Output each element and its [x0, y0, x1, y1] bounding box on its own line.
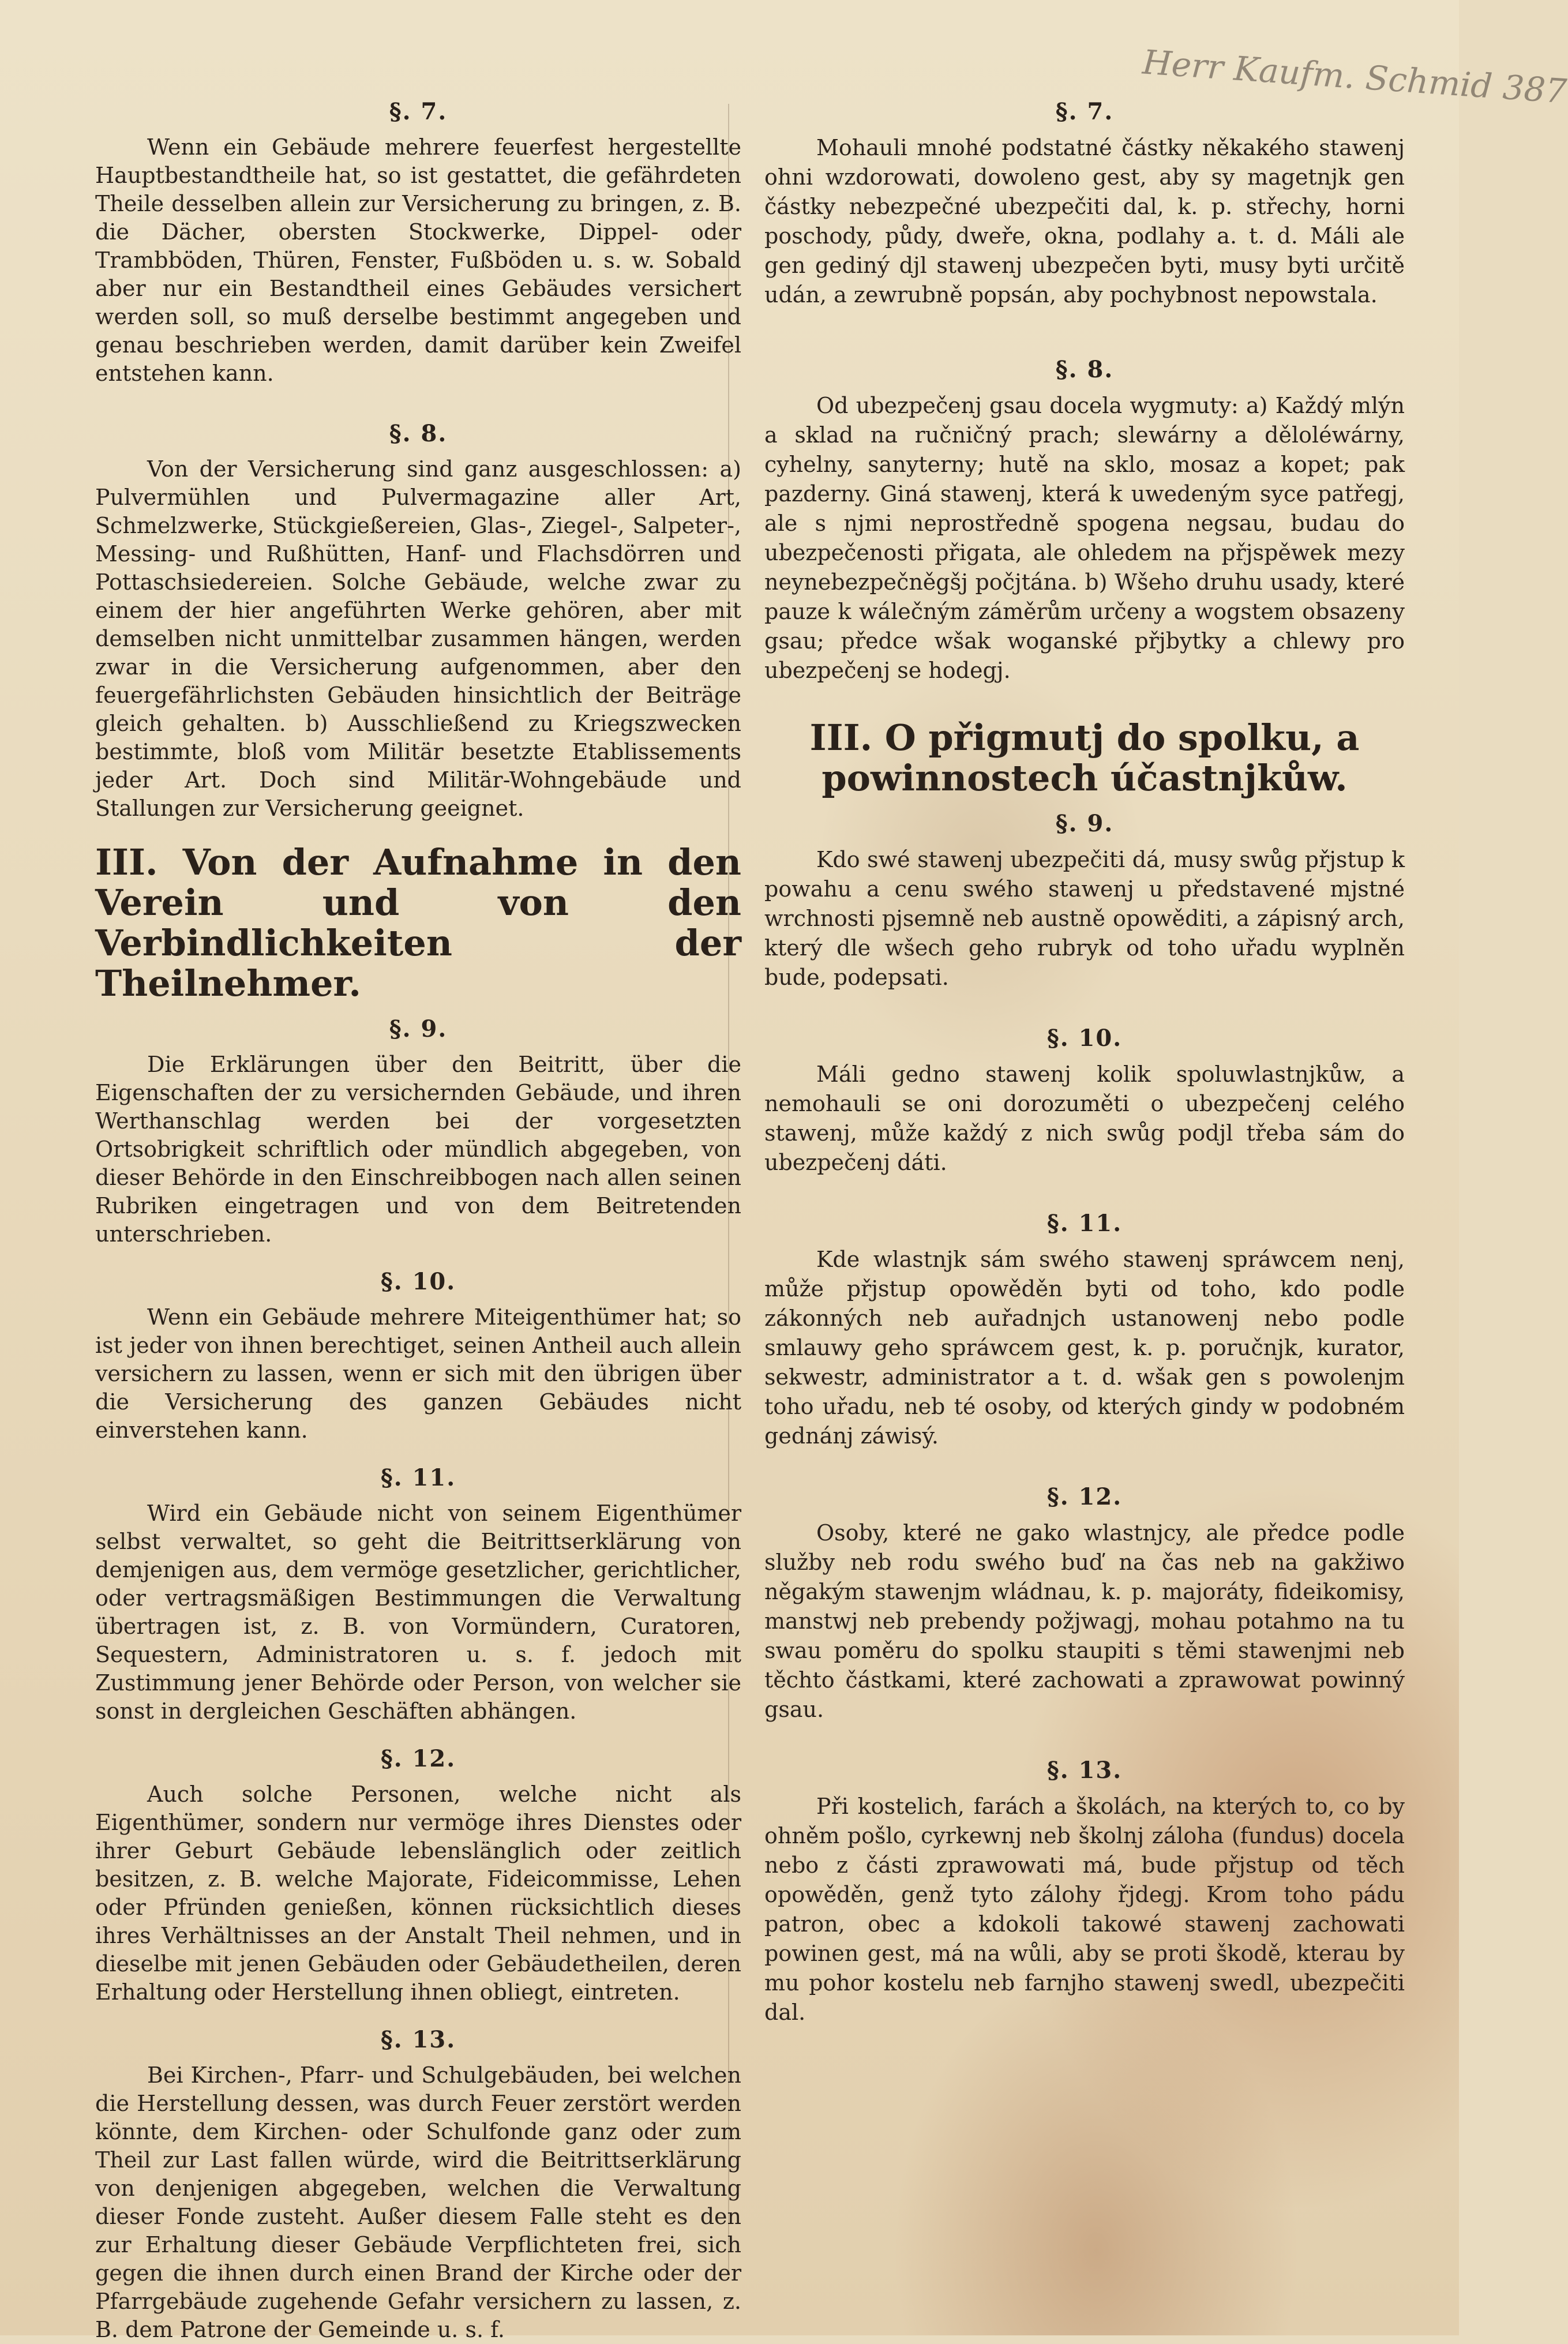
section-11-de: [95, 1464, 741, 1726]
section-mark: §. 12.: [380, 1745, 456, 1772]
section-text: Wenn ein Gebäude mehrere feuerfest hergestellte Hauptbestandtheile hat, so ist gestattet, die gefährdeten Theile desselben allein zur Versicherung zu bringen, z. B. die Dächer, obersten Stockwerke, Dippel- oder Trambböden, Thüren, Fenster, Fußböden u. s. w. Sobald aber nur ein Bestandtheil eines Gebäudes versichert werden soll, so muß derselbe bestimmt angegeben und genau beschrieben werden, damit darüber kein Zweifel entstehen kann.: [95, 134, 741, 386]
section-7-de: [95, 98, 741, 388]
section-mark: §. 8.: [1055, 356, 1114, 383]
section-mark: §. 9.: [389, 1015, 448, 1042]
section-text: Osoby, které ne gako wlastnjcy, ale předce podle služby neb rodu swého buď na čas neb na gakžiwo něgakým stawenjm wládnau, k. p. majoráty, fideikomisy, manstwj neb prebendy požjwagj, mohau potahmo na tu swau poměru do spolku staupiti s těmi stawenjmi neb těchto částkami, které zachowati a zprawowat powinný gsau.: [764, 1520, 1405, 1722]
section-mark: §. 9.: [1055, 810, 1114, 837]
section-mark: §. 8.: [389, 420, 448, 447]
section-text: Při kostelich, farách a školách, na kterých to, co by ohněm pošlo, cyrkewnj neb školnj záloha (fundus) docela nebo z části zprawowati má, bude přjstup od těch opowěděn, genž tyto zálohy řjdegj. Krom toho pádu patron, obec a kdokoli takowé stawenj zachowati powinen gest, má na wůli, aby se proti škodě, kterau by mu pohor kostelu neb farnjho stawenj swedl, ubezpečiti dal.: [764, 1794, 1405, 2025]
section-mark: §. 13.: [380, 2026, 456, 2053]
section-mark: §. 7.: [1055, 98, 1114, 125]
section-text: Mohauli mnohé podstatné částky někakého stawenj ohni wzdorowati, dowoleno gest, aby sy magetnjk gen částky nebezpečné ubezpečiti dal, k. p. střechy, horni poschody, půdy, dweře, okna, podlahy a. t. d. Máli ale gen gediný djl stawenj ubezpečen byti, musy byti určitě udán, a zewrubně popsán, aby pochybnost nepowstala.: [764, 135, 1405, 307]
handwritten-note: Herr Kaufm. Schmid 387: [1141, 42, 1568, 111]
section-9-de: [95, 1015, 741, 1248]
section-text: Von der Versicherung sind ganz ausgeschlossen: a) Pulvermühlen und Pulvermagazine aller Art, Schmelzwerke, Stückgießereien, Glas-, Ziegel-, Salpeter-, Messing- und Rußhütten, Hanf- und Flachsdörren und Pottaschsiedereien. Solche Gebäude, welche zwar zu einem der hier angeführten Werke gehören, aber mit demselben nicht unmittelbar zusammen hängen, werden zwar in die Versicherung aufgenommen, aber den feuergefährlichsten Gebäuden hinsichtlich der Beiträge gleich gehalten. b) Ausschließend zu Kriegszwecken bestimmte, bloß vom Militär besetzte Etablissements jeder Art. Doch sind Militär-Wohngebäude und Stallungen zur Versicherung geeignet.: [95, 456, 741, 821]
section-text: Wird ein Gebäude nicht von seinem Eigenthümer selbst verwaltet, so geht die Beitrittserklärung von demjenigen aus, dem vermöge gesetzlicher, gerichtlicher, oder vertragsmäßigen Bestimmungen die Verwaltung übertragen ist, z. B. von Vormündern, Curatoren, Sequestern, Administratoren u. s. f. jedoch mit Zustimmung jener Behörde oder Person, von welcher sie sonst in dergleichen Geschäften abhängen.: [95, 1501, 741, 1724]
section-9-cs: [764, 810, 1405, 992]
section-11-cs: [764, 1210, 1405, 1451]
czech-column: [764, 98, 1405, 2027]
section-mark: §. 11.: [1046, 1210, 1123, 1237]
section-text: Od ubezpečenj gsau docela wygmuty: a) Každý mlýn a sklad na ručničný prach; slewárny a děloléwárny, cyhelny, sanyterny; hutě na sklo, mosaz a kopet; pak pazderny. Giná stawenj, která k uwedeným syce patřegj, ale s njmi neprostředně spogena negsau, budau do ubezpečenosti přigata, ale ohledem na přjspěwek mezy neynebezpečněgšj počjtána. b) Wšeho druhu usady, které pauze k wálečným záměrům určeny a wogstem obsazeny gsau; předce wšak woganské přjbytky a chlewy pro ubezpečenj se hodegj.: [764, 393, 1405, 683]
section-8-de: [95, 420, 741, 823]
section-text: Kde wlastnjk sám swého stawenj spráwcem nenj, může přjstup opowěděn byti od toho, kdo podle zákonných neb auřadnjch ustanowenj nebo podle smlauwy geho spráwcem gest, k. p. poručnjk, kurator, sekwestr, administrator a t. d. wšak gen s powolenjm toho uřadu, neb té osoby, od kterých gindy w podobném gednánj záwisý.: [764, 1247, 1405, 1449]
section-10-de: [95, 1268, 741, 1445]
section-7-cs: [764, 98, 1405, 310]
section-mark: §. 7.: [389, 98, 448, 125]
german-column: [95, 98, 741, 2344]
section-mark: §. 13.: [1046, 1757, 1123, 1784]
section-mark: §. 10.: [1046, 1025, 1123, 1052]
section-text: Wenn ein Gebäude mehrere Miteigenthümer hat; so ist jeder von ihnen berechtiget, seinen Antheil auch allein versichern zu lassen, wenn er sich mit den übrigen über die Versicherung des ganzen Gebäudes nicht einverstehen kann.: [95, 1304, 741, 1443]
section-text: Kdo swé stawenj ubezpečiti dá, musy swůg přjstup k powahu a cenu swého stawenj u představené mjstné wrchnosti pjsemně neb austně opowěditi, a zápisný arch, který dle wšech geho rubryk od toho uřadu wyplněn bude, podepsati.: [764, 847, 1405, 990]
section-text: Auch solche Personen, welche nicht als Eigenthümer, sondern nur vermöge ihres Dienstes oder ihrer Geburt Gebäude lebenslänglich oder zeitlich besitzen, z. B. welche Majorate, Fideicommisse, Lehen oder Pfründen genießen, können rücksichtlich dieses ihres Verhältnisses an der Anstalt Theil nehmen, und in dieselbe mit jenen Gebäuden oder Gebäudetheilen, deren Erhaltung oder Herstellung ihnen obliegt, eintreten.: [95, 1782, 741, 2005]
section-12-de: [95, 1745, 741, 2007]
section-12-cs: [764, 1483, 1405, 1724]
section-text: Máli gedno stawenj kolik spoluwlastnjkůw, a nemohauli se oni dorozuměti o ubezpečenj celého stawenj, může každý z nich swůg podjl třeba sám do ubezpečenj dáti.: [764, 1062, 1405, 1175]
section-mark: §. 11.: [380, 1464, 456, 1491]
section-13-de: [95, 2026, 741, 2344]
section-mark: §. 10.: [380, 1268, 456, 1295]
section-8-cs: [764, 356, 1405, 685]
section-mark: §. 12.: [1046, 1483, 1123, 1510]
chapter-heading-cs: III. O přigmutj do spolku, a powinnostech účastnjkůw.: [809, 717, 1360, 799]
section-10-cs: [764, 1025, 1405, 1177]
section-text: Bei Kirchen-, Pfarr- und Schulgebäuden, bei welchen die Herstellung dessen, was durch Feuer zerstört werden könnte, dem Kirchen- oder Schulfonde ganz oder zum Theil zur Last fallen würde, wird die Beitrittserklärung von denjenigen abgegeben, welchen die Verwaltung dieser Fonde zusteht. Außer diesem Falle steht es den zur Erhaltung dieser Gebäude Verpflichteten frei, sich gegen die ihnen durch einen Brand der Kirche oder der Pfarrgebäude zugehende Gefahr versichern zu lassen, z. B. dem Patrone der Gemeinde u. s. f.: [95, 2062, 741, 2342]
section-13-cs: [764, 1757, 1405, 2027]
chapter-heading-de: III. Von der Aufnahme in den Verein und von den Verbindlichkeiten der Theilnehmer.: [95, 841, 741, 1004]
section-text: Die Erklärungen über den Beitritt, über die Eigenschaften der zu versichernden Gebäude, und ihren Werthanschlag werden bei der vorgesetzten Ortsobrigkeit schriftlich oder mündlich abgegeben, von dieser Behörde in den Einschreibbogen nach allen seinen Rubriken eingetragen und von dem Beitretenden unterschrieben.: [95, 1052, 741, 1247]
